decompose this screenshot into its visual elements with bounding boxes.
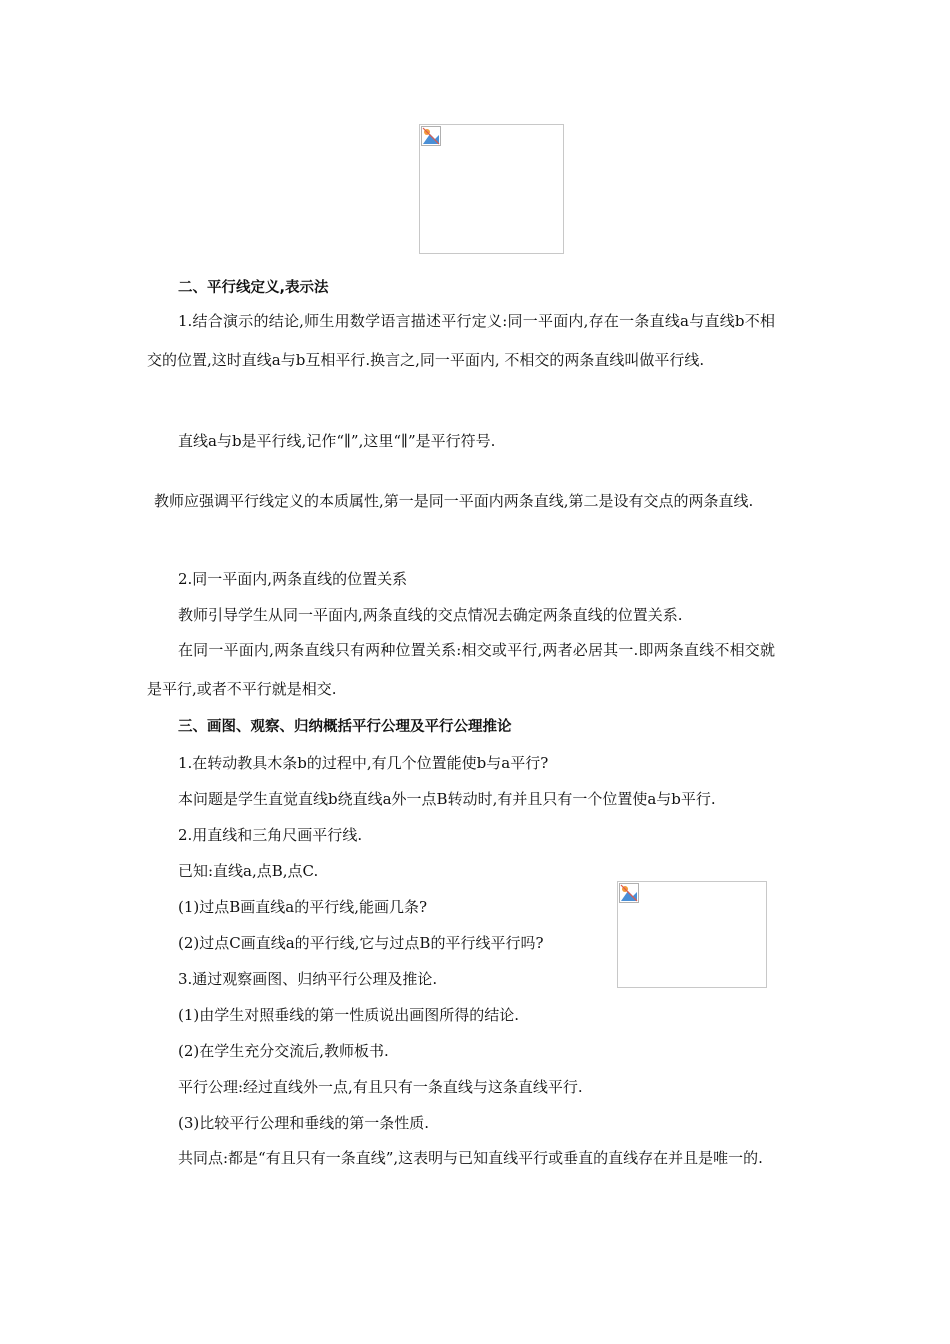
question-2-2: (2)过点C画直线a的平行线,它与过点B的平行线平行吗? — [178, 934, 544, 952]
paragraph-emphasis: 教师应强调平行线定义的本质属性,第一是同一平面内两条直线,第二是设有交点的两条直线. — [154, 492, 754, 510]
broken-image-icon — [619, 883, 639, 903]
question-2: 2.用直线和三角尺画平行线. — [178, 826, 363, 844]
paragraph-definition: 1.结合演示的结论,师生用数学语言描述平行定义:同一平面内,存在一条直线a与直线b不相交的位置,这时直线a与b互相平行.换言之,同一平面内, 不相交的两条直线叫做平行线. — [147, 312, 775, 369]
paragraph-common-point: 共同点:都是“有且只有一条直线”,这表明与已知直线平行或垂直的直线存在并且是唯一的. — [178, 1149, 763, 1167]
paragraph-relations: 在同一平面内,两条直线只有两种位置关系:相交或平行,两者必居其一.即两条直线不相交就是平行,或者不平行就是相交. — [147, 641, 775, 698]
question-3: 3.通过观察画图、归纳平行公理及推论. — [178, 970, 438, 988]
question-3-2: (2)在学生充分交流后,教师板书. — [178, 1042, 389, 1060]
section-heading-3: 三、画图、观察、归纳概括平行公理及平行公理推论 — [178, 719, 512, 735]
question-3-1: (1)由学生对照垂线的第一性质说出画图所得的结论. — [178, 1006, 520, 1024]
section-heading-2: 二、平行线定义,表示法 — [178, 280, 329, 296]
question-1-note: 本问题是学生直觉直线b绕直线a外一点B转动时,有并且只有一个位置使a与b平行. — [178, 790, 716, 808]
question-2-1: (1)过点B画直线a的平行线,能画几条? — [178, 898, 428, 916]
paragraph-guide: 教师引导学生从同一平面内,两条直线的交点情况去确定两条直线的位置关系. — [178, 606, 683, 624]
paragraph-notation: 直线a与b是平行线,记作“∥”,这里“∥”是平行符号. — [178, 432, 496, 450]
question-1: 1.在转动教具木条b的过程中,有几个位置能使b与a平行? — [178, 754, 549, 772]
broken-image-icon — [421, 126, 441, 146]
paragraph-relation-title: 2.同一平面内,两条直线的位置关系 — [178, 570, 408, 588]
known-conditions: 已知:直线a,点B,点C. — [178, 862, 319, 880]
question-3-3: (3)比较平行公理和垂线的第一条性质. — [178, 1114, 430, 1132]
figure-placeholder-top — [419, 124, 564, 254]
parallel-axiom: 平行公理:经过直线外一点,有且只有一条直线与这条直线平行. — [178, 1078, 583, 1096]
figure-placeholder-right — [617, 881, 767, 988]
